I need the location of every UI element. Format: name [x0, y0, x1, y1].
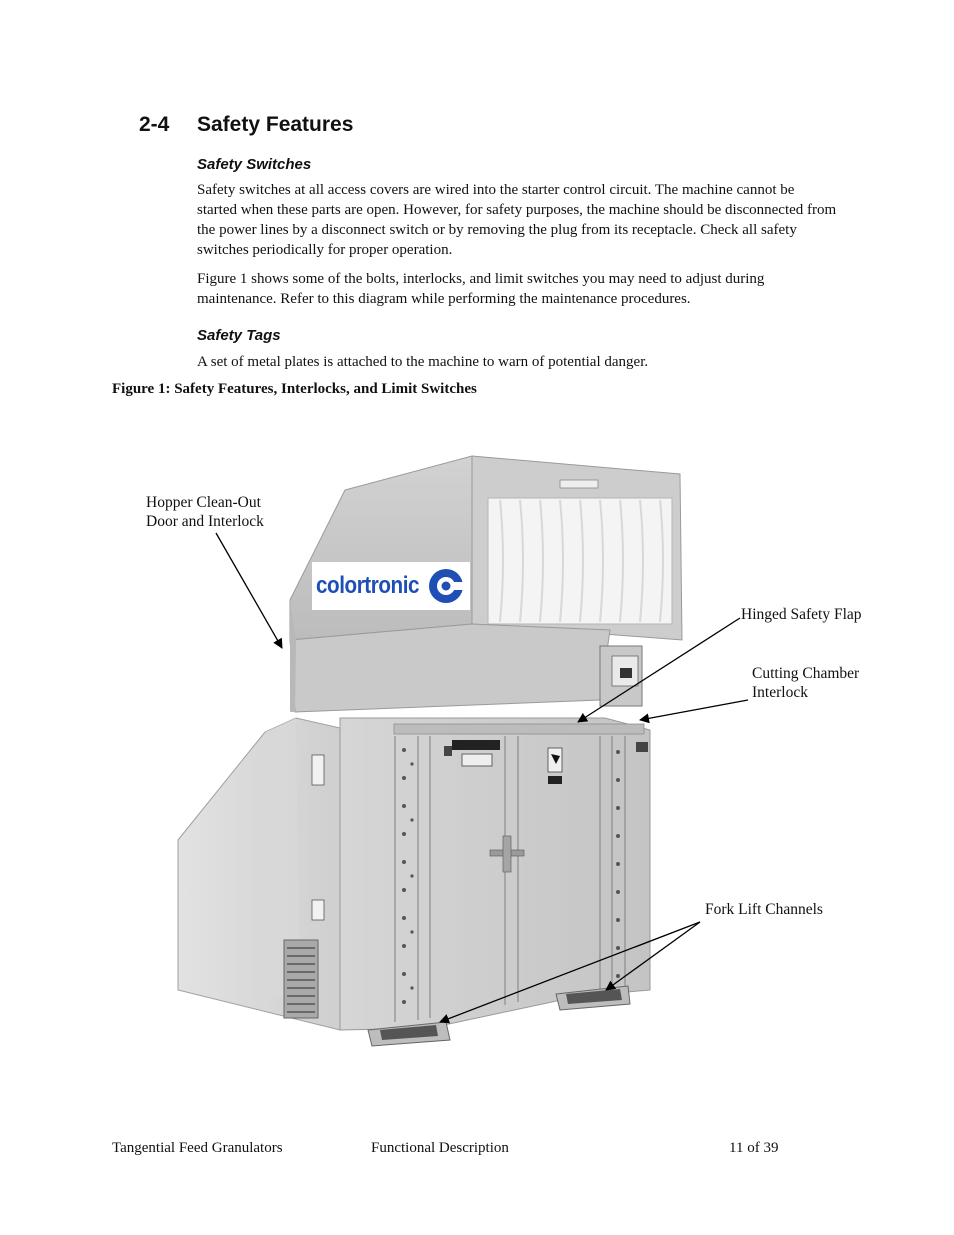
section-number: 2-4: [139, 113, 170, 136]
machine-front-cabinet: [340, 718, 650, 1030]
callout-hinged-safety-flap: Hinged Safety Flap: [741, 606, 862, 623]
callout-fork-lift-channels: Fork Lift Channels: [705, 901, 823, 918]
colortronic-logo-mark-icon: [428, 568, 464, 604]
callout-hopper-line1: Hopper Clean-Out: [146, 494, 261, 511]
footer-page-number: 11 of 39: [729, 1140, 779, 1156]
paragraph-safety-tags: A set of metal plates is attached to the machine to warn of potential danger.: [197, 354, 649, 370]
colortronic-logo: [312, 562, 470, 610]
figure-caption: Figure 1: Safety Features, Interlocks, and Limit Switches: [112, 381, 477, 397]
footer-chapter-title: Functional Description: [371, 1140, 509, 1156]
callout-hopper-line2: Door and Interlock: [146, 513, 264, 530]
footer-document-title: Tangential Feed Granulators: [112, 1140, 283, 1156]
hopper-callout-arrow: [216, 533, 282, 648]
subheading-safety-tags: Safety Tags: [197, 327, 281, 344]
paragraph-safety-switches: Safety switches at all access covers are wired into the starter control circuit. The machine cannot be started when these parts are open. However, for safety purposes, the machine should be disconnected from the power lines by a disconnect switch or by removing the plug from its receptacle. Check all safety switches periodically for proper operation.: [197, 182, 837, 258]
control-box: [600, 646, 642, 706]
callout-cutting-chamber-line2: Interlock: [752, 684, 808, 701]
section-title: Safety Features: [197, 113, 354, 136]
callout-cutting-chamber-line1: Cutting Chamber: [752, 665, 860, 682]
logo-wordmark: colortronic: [316, 572, 420, 599]
hopper-top-box: [290, 456, 682, 640]
machine-side-panel: [178, 718, 340, 1030]
paragraph-figure-reference: Figure 1 shows some of the bolts, interlocks, and limit switches you may need to adjust during maintenance. Refer to this diagram while performing the maintenance procedures.: [197, 271, 765, 307]
subheading-safety-switches: Safety Switches: [197, 156, 312, 173]
cutting-chamber-callout-arrow: [640, 700, 748, 720]
